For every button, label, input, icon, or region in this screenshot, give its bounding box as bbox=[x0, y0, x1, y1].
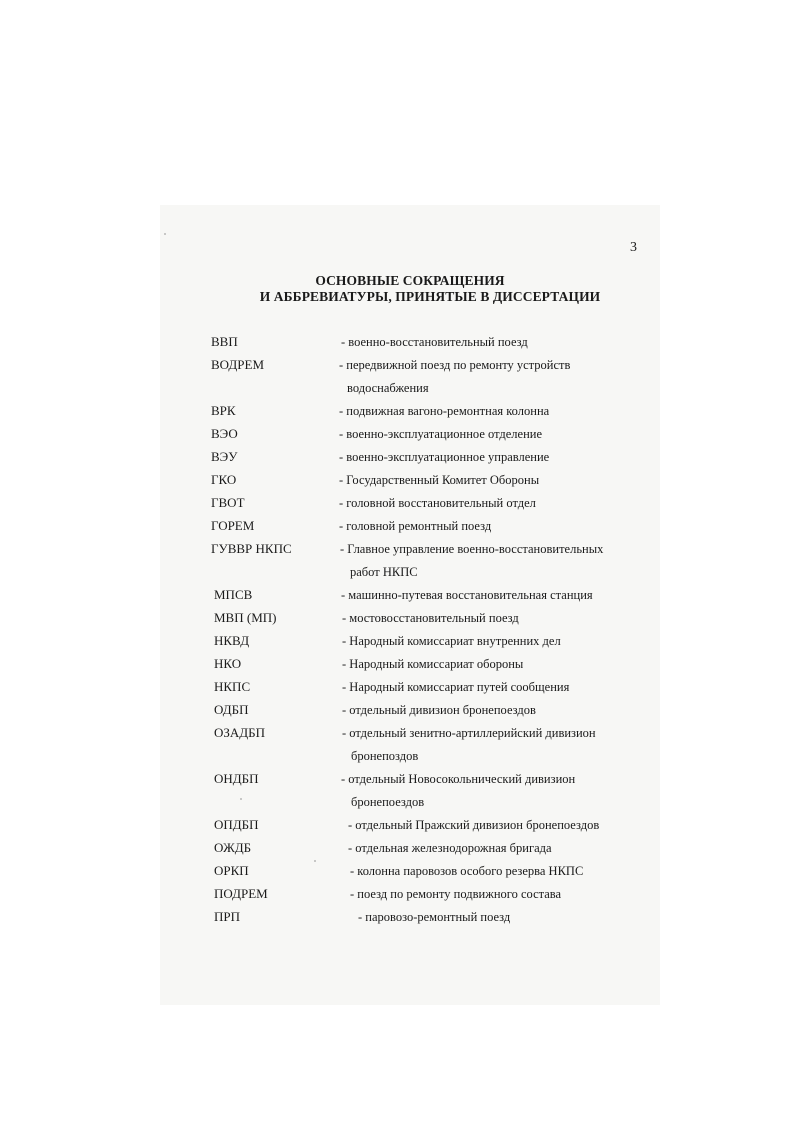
definition: - поезд по ремонту подвижного состава bbox=[350, 887, 562, 901]
definition: - отдельный дивизион бронепоездов bbox=[342, 703, 536, 717]
abbreviation: ОРКП bbox=[214, 863, 249, 878]
scan-speck bbox=[240, 798, 242, 800]
abbreviation: НКВД bbox=[214, 633, 250, 648]
abbreviation: ОЗАДБП bbox=[214, 725, 266, 740]
abbreviation: ВВП bbox=[211, 334, 238, 349]
title-line-1: ОСНОВНЫЕ СОКРАЩЕНИЯ bbox=[315, 273, 505, 288]
definition: - отдельный Пражский дивизион бронепоездов bbox=[348, 818, 600, 832]
abbreviation: ВЭО bbox=[211, 426, 238, 441]
scanned-page-area bbox=[160, 205, 660, 1005]
abbreviation: ВОДРЕМ bbox=[211, 357, 265, 372]
definition: - отдельная железнодорожная бригада bbox=[348, 841, 552, 855]
definition: - передвижной поезд по ремонту устройств bbox=[339, 358, 571, 372]
scan-speck bbox=[164, 233, 166, 235]
definition: - Народный комиссариат путей сообщения bbox=[342, 680, 570, 694]
scan-speck bbox=[314, 860, 316, 862]
definition: - головной восстановительный отдел bbox=[339, 496, 536, 510]
abbreviation: ГКО bbox=[211, 472, 237, 487]
definition: - отдельный зенитно-артиллерийский дивизион bbox=[342, 726, 596, 740]
definition: - машинно-путевая восстановительная станция bbox=[341, 588, 593, 602]
abbreviation: ПРП bbox=[214, 909, 241, 924]
abbreviation: ОНДБП bbox=[214, 771, 259, 786]
title-line-2: И АББРЕВИАТУРЫ, ПРИНЯТЫЕ В ДИССЕРТАЦИИ bbox=[259, 289, 601, 304]
abbreviation: ВЭУ bbox=[211, 449, 238, 464]
abbreviation: НКО bbox=[214, 656, 242, 671]
abbreviation: НКПС bbox=[214, 679, 251, 694]
abbreviation: ГОРЕМ bbox=[211, 518, 255, 533]
abbreviation: ПОДРЕМ bbox=[214, 886, 268, 901]
abbreviation: ОПДБП bbox=[214, 817, 259, 832]
definition: - военно-эксплуатационное управление bbox=[339, 450, 550, 464]
abbreviation: ОДБП bbox=[214, 702, 249, 717]
definition: - паровозо-ремонтный поезд bbox=[358, 910, 511, 924]
definition: - Государственный Комитет Обороны bbox=[339, 473, 540, 487]
definition: - отдельный Новосокольнический дивизион bbox=[341, 772, 576, 786]
definition-continuation: бронепоездов bbox=[351, 795, 425, 809]
definition: - Главное управление военно-восстановительных bbox=[340, 542, 604, 556]
definition: - колонна паровозов особого резерва НКПС bbox=[350, 864, 584, 878]
abbreviation: ВРК bbox=[211, 403, 236, 418]
definition: - военно-эксплуатационное отделение bbox=[339, 427, 543, 441]
definition: - подвижная вагоно-ремонтная колонна bbox=[339, 404, 550, 418]
definition: - головной ремонтный поезд bbox=[339, 519, 492, 533]
definition-continuation: работ НКПС bbox=[350, 565, 418, 579]
abbreviation: ОЖДБ bbox=[214, 840, 252, 855]
definition: - Народный комиссариат внутренних дел bbox=[342, 634, 561, 648]
page-number: 3 bbox=[630, 240, 637, 255]
definition: - мостовосстановительный поезд bbox=[342, 611, 519, 625]
definition-continuation: водоснабжения bbox=[347, 381, 429, 395]
abbreviation: МПСВ bbox=[214, 587, 253, 602]
abbreviation: ГУВВР НКПС bbox=[211, 541, 292, 556]
definition: - военно-восстановительный поезд bbox=[341, 335, 528, 349]
definition-continuation: бронепоздов bbox=[351, 749, 419, 763]
abbreviation: МВП (МП) bbox=[214, 610, 277, 625]
definition: - Народный комиссариат обороны bbox=[342, 657, 524, 671]
abbreviation: ГВОТ bbox=[211, 495, 245, 510]
